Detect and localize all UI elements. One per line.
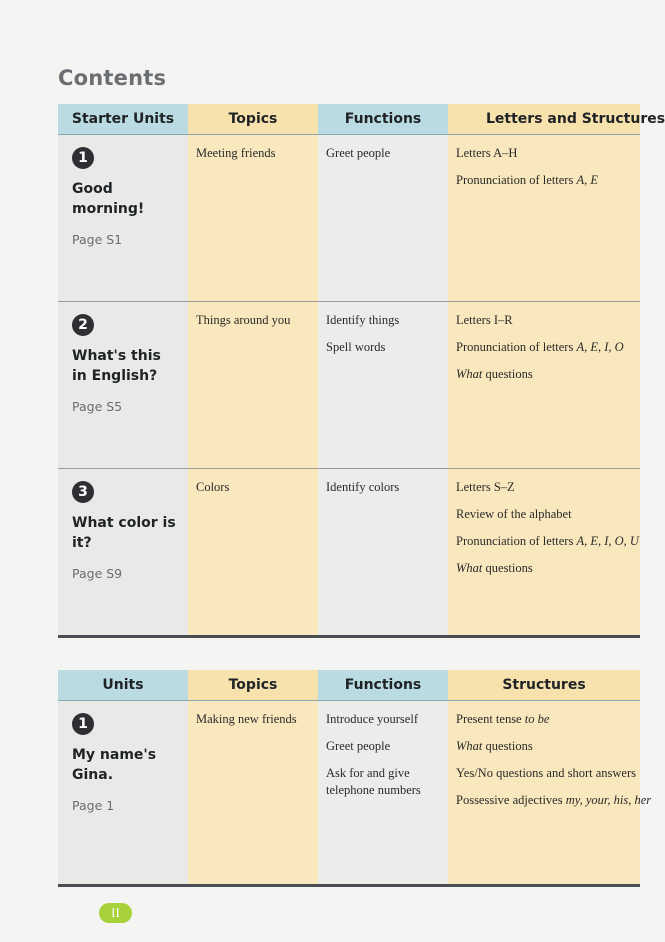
unit-page-link[interactable]: Page S5 xyxy=(72,399,123,414)
table-row xyxy=(58,701,640,886)
topic-cell xyxy=(188,135,318,302)
structure-item: Present tense to be xyxy=(456,712,550,726)
unit-page-link[interactable]: Page 1 xyxy=(72,798,115,813)
functions-cell xyxy=(318,701,448,886)
unit-page-link[interactable]: Page S1 xyxy=(72,232,123,247)
structure-item: Review of the alphabet xyxy=(456,507,572,521)
topic-text: Colors xyxy=(196,480,230,494)
table-row xyxy=(58,302,640,469)
topic-text: Meeting friends xyxy=(196,146,276,160)
unit-number-icon: 1 xyxy=(72,147,94,169)
unit-cell xyxy=(58,302,188,469)
header-topics: Topics xyxy=(188,670,318,701)
structure-item: What questions xyxy=(456,367,533,381)
page-title: Contents xyxy=(58,66,167,90)
table-row xyxy=(58,469,640,637)
structure-item: Letters A–H xyxy=(456,146,518,160)
unit-number-icon: 1 xyxy=(72,713,94,735)
unit-number-icon: 3 xyxy=(72,481,94,503)
page-number-badge: II xyxy=(99,903,132,923)
units-table xyxy=(58,670,652,887)
structure-item: Pronunciation of letters A, E, I, O xyxy=(456,340,624,354)
structures-cell xyxy=(448,135,640,302)
unit-title: What color is it? xyxy=(72,515,176,551)
function-item: Spell words xyxy=(326,340,386,354)
structure-item: Letters I–R xyxy=(456,313,513,327)
functions-cell xyxy=(318,302,448,469)
unit-cell xyxy=(58,701,188,886)
header-topics: Topics xyxy=(188,104,318,135)
function-item: Identify colors xyxy=(326,480,400,494)
structure-item: What questions xyxy=(456,739,533,753)
structure-item: Possessive adjectives my, your, his, her xyxy=(456,793,652,807)
header-units: Units xyxy=(58,670,188,701)
unit-cell xyxy=(58,469,188,637)
structures-cell xyxy=(448,701,652,886)
unit-cell xyxy=(58,135,188,302)
function-item: Introduce yourself xyxy=(326,712,418,726)
function-item: Greet people xyxy=(326,146,391,160)
header-functions: Functions xyxy=(318,670,448,701)
topic-text: Making new friends xyxy=(196,712,297,726)
structures-cell xyxy=(448,302,640,469)
functions-cell xyxy=(318,135,448,302)
structures-cell xyxy=(448,469,640,637)
table-header-row xyxy=(58,670,640,701)
unit-title: My name's Gina. xyxy=(72,747,157,783)
header-units: Starter Units xyxy=(58,104,188,135)
structure-item: Yes/No questions and short answers xyxy=(456,766,636,780)
table-header-row xyxy=(58,104,640,135)
unit-title: Good morning! xyxy=(72,181,145,217)
unit-page-link[interactable]: Page S9 xyxy=(72,566,123,581)
structure-item: Letters S–Z xyxy=(456,480,515,494)
topic-cell xyxy=(188,469,318,637)
header-structures: Structures xyxy=(448,670,640,701)
starter-units-table xyxy=(58,104,665,638)
topic-text: Things around you xyxy=(196,313,291,327)
function-item: Identify things xyxy=(326,313,400,327)
function-item: Ask for and give telephone numbers xyxy=(326,766,421,797)
structure-item: Pronunciation of letters A, E, I, O, U xyxy=(456,534,639,548)
unit-title: What's this in English? xyxy=(72,348,161,384)
table-row xyxy=(58,135,640,302)
header-structures: Letters and Structures xyxy=(448,104,640,135)
functions-cell xyxy=(318,469,448,637)
structure-item: What questions xyxy=(456,561,533,575)
function-item: Greet people xyxy=(326,739,391,753)
unit-number-icon: 2 xyxy=(72,314,94,336)
header-functions: Functions xyxy=(318,104,448,135)
topic-cell xyxy=(188,701,318,886)
topic-cell xyxy=(188,302,318,469)
structure-item: Pronunciation of letters A, E xyxy=(456,173,598,187)
